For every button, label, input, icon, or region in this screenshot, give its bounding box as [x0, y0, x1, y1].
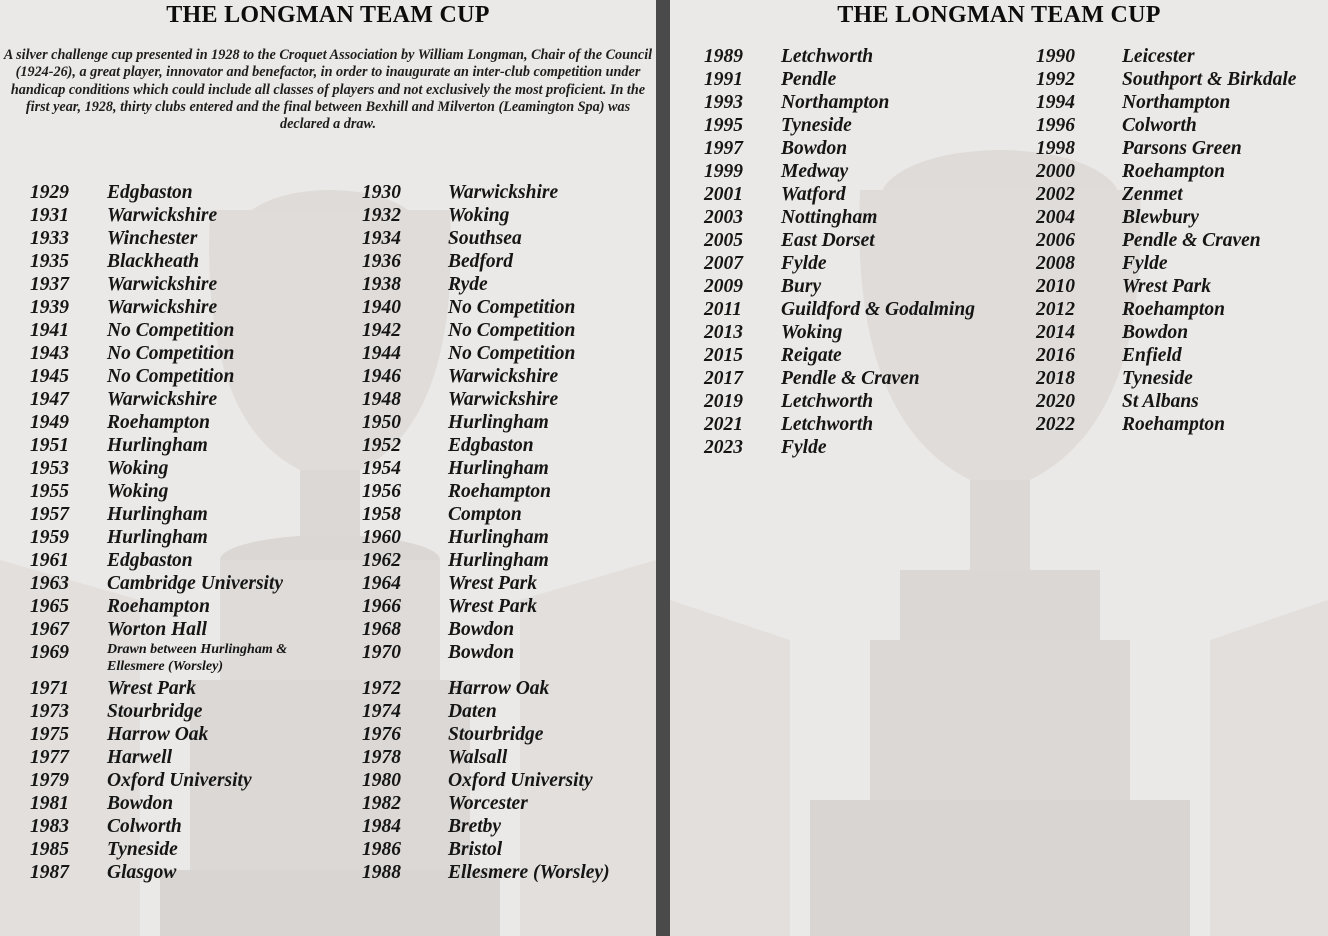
- entry-year: 1987: [30, 862, 69, 883]
- entry-year: 1938: [362, 274, 401, 295]
- entry-club: Hurlingham: [448, 412, 549, 433]
- entry-year: 2023: [704, 437, 743, 458]
- entry-club: Cambridge University: [107, 573, 284, 594]
- entry-year: 1980: [362, 770, 401, 791]
- left-page: [0, 0, 656, 936]
- intro-paragraph: A silver challenge cup presented in 1928 to the Croquet Association by William Longman, Chair of the Council (1924-26), a great player, innovator and benefactor, in order to inaugurate an inter-club competition under handicap conditions which could include all classes of players and not exclusively the most proficient. In the first year, 1928, thirty clubs entered and the final between Bexhill and Milverton (Leamington Spa) was declared a draw.: [3, 47, 653, 133]
- entry-year: 1997: [704, 138, 743, 159]
- winner-entry: [704, 436, 1024, 472]
- winners-list-right: [670, 0, 1328, 936]
- entry-year: 1985: [30, 839, 69, 860]
- entry-year: 2012: [1036, 299, 1075, 320]
- entry-year: 1942: [362, 320, 401, 341]
- page-title: THE LONGMAN TEAM CUP: [166, 2, 490, 28]
- entry-club: Pendle & Craven: [1122, 230, 1261, 251]
- entry-club: Southsea: [448, 228, 522, 249]
- entry-year: 1957: [30, 504, 69, 525]
- entry-club: Woking: [781, 322, 843, 343]
- entry-club: Pendle & Craven: [781, 368, 920, 389]
- entry-club: Walsall: [448, 747, 508, 768]
- entry-year: 1946: [362, 366, 401, 387]
- entry-club: Hurlingham: [448, 458, 549, 479]
- entry-year: 2003: [704, 207, 743, 228]
- entry-club: Ellesmere (Worsley): [448, 862, 610, 883]
- entry-year: 1988: [362, 862, 401, 883]
- entry-year: 1940: [362, 297, 401, 318]
- entry-club: Stourbridge: [448, 724, 544, 745]
- entry-year: 2015: [704, 345, 743, 366]
- entry-year: 1936: [362, 251, 401, 272]
- entry-year: 2022: [1036, 414, 1075, 435]
- entry-club: Hurlingham: [448, 550, 549, 571]
- entry-club: Warwickshire: [107, 297, 218, 318]
- entry-club: Warwickshire: [448, 182, 559, 203]
- entry-club: Colworth: [107, 816, 182, 837]
- entry-club: Harrow Oak: [448, 678, 550, 699]
- entry-club: Fylde: [781, 437, 827, 458]
- winner-entry: [30, 641, 350, 677]
- entry-year: 1977: [30, 747, 69, 768]
- entry-club: Daten: [448, 701, 497, 722]
- entry-year: 2002: [1036, 184, 1075, 205]
- entry-club: No Competition: [448, 343, 576, 364]
- entry-year: 1960: [362, 527, 401, 548]
- entry-year: 1929: [30, 182, 69, 203]
- entry-club: Wrest Park: [448, 596, 538, 617]
- entry-year: 1934: [362, 228, 401, 249]
- entry-year: 2006: [1036, 230, 1075, 251]
- entry-club: Bowdon: [448, 642, 515, 663]
- entry-club: Worton Hall: [107, 619, 207, 640]
- entry-club: Harrow Oak: [107, 724, 209, 745]
- entry-club: Southport & Birkdale: [1122, 69, 1297, 90]
- entry-club: No Competition: [107, 343, 235, 364]
- entry-year: 1982: [362, 793, 401, 814]
- entry-year: 1995: [704, 115, 743, 136]
- entry-year: 1930: [362, 182, 401, 203]
- entry-year: 1958: [362, 504, 401, 525]
- entry-year: 2001: [704, 184, 743, 205]
- entry-year: 2018: [1036, 368, 1075, 389]
- entry-club: Compton: [448, 504, 522, 525]
- entry-year: 1935: [30, 251, 69, 272]
- entry-club: Oxford University: [107, 770, 252, 791]
- entry-year: 2013: [704, 322, 743, 343]
- entry-club: Parsons Green: [1122, 138, 1242, 159]
- entry-year: 2020: [1036, 391, 1075, 412]
- entry-club: Harwell: [107, 747, 173, 768]
- entry-year: 1953: [30, 458, 69, 479]
- entry-year: 2011: [704, 299, 742, 320]
- entry-club: No Competition: [107, 366, 235, 387]
- entry-club: Blackheath: [107, 251, 200, 272]
- entry-club: Wrest Park: [1122, 276, 1212, 297]
- entry-club: Blewbury: [1122, 207, 1199, 228]
- winner-entry: [30, 861, 350, 897]
- entry-year: 1976: [362, 724, 401, 745]
- entry-year: 1990: [1036, 46, 1075, 67]
- entry-club: No Competition: [448, 297, 576, 318]
- entry-club: Warwickshire: [448, 366, 559, 387]
- winners-list-left: [0, 0, 656, 936]
- entry-club: Glasgow: [107, 862, 177, 883]
- entry-year: 1951: [30, 435, 69, 456]
- entry-year: 1979: [30, 770, 69, 791]
- entry-club: Bowdon: [448, 619, 515, 640]
- entry-year: 1975: [30, 724, 69, 745]
- entry-year: 1955: [30, 481, 69, 502]
- entry-year: 1998: [1036, 138, 1075, 159]
- entry-club: Bowdon: [781, 138, 848, 159]
- entry-year: 2019: [704, 391, 743, 412]
- entry-club: Northampton: [781, 92, 890, 113]
- entry-year: 1969: [30, 642, 69, 663]
- entry-club: Fylde: [781, 253, 827, 274]
- entry-club: Roehampton: [107, 412, 210, 433]
- entry-club: Drawn between Hurlingham & Ellesmere (Worsley): [107, 642, 288, 674]
- entry-year: 1933: [30, 228, 69, 249]
- entry-year: 2005: [704, 230, 743, 251]
- entry-year: 2010: [1036, 276, 1075, 297]
- entry-club: Northampton: [1122, 92, 1231, 113]
- entry-year: 1949: [30, 412, 69, 433]
- entry-year: 1972: [362, 678, 401, 699]
- entry-club: Wrest Park: [107, 678, 197, 699]
- entry-club: Hurlingham: [107, 527, 208, 548]
- entry-club: Roehampton: [1122, 414, 1225, 435]
- entry-club: Nottingham: [781, 207, 878, 228]
- entry-club: Ryde: [448, 274, 488, 295]
- entry-year: 1991: [704, 69, 743, 90]
- entry-club: Roehampton: [448, 481, 551, 502]
- entry-club: Warwickshire: [107, 274, 218, 295]
- entry-club: Watford: [781, 184, 846, 205]
- entry-club: Edgbaston: [107, 182, 193, 203]
- entry-club: Stourbridge: [107, 701, 203, 722]
- entry-club: Tyneside: [107, 839, 178, 860]
- entry-year: 1939: [30, 297, 69, 318]
- entry-year: 1996: [1036, 115, 1075, 136]
- entry-year: 1963: [30, 573, 69, 594]
- entry-club: Hurlingham: [448, 527, 549, 548]
- entry-year: 1984: [362, 816, 401, 837]
- entry-year: 1932: [362, 205, 401, 226]
- winner-entry: [362, 641, 656, 677]
- right-page: [670, 0, 1328, 936]
- entry-club: Pendle: [781, 69, 837, 90]
- entry-year: 1967: [30, 619, 69, 640]
- entry-year: 2000: [1036, 161, 1075, 182]
- entry-club: Fylde: [1122, 253, 1168, 274]
- entry-club: No Competition: [107, 320, 235, 341]
- entry-year: 2008: [1036, 253, 1075, 274]
- entry-year: 1968: [362, 619, 401, 640]
- entry-year: 1974: [362, 701, 401, 722]
- entry-club: Hurlingham: [107, 504, 208, 525]
- entry-year: 1965: [30, 596, 69, 617]
- entry-year: 1971: [30, 678, 69, 699]
- entry-club: Letchworth: [781, 46, 874, 67]
- entry-year: 1978: [362, 747, 401, 768]
- entry-year: 1993: [704, 92, 743, 113]
- entry-year: 1983: [30, 816, 69, 837]
- entry-year: 2009: [704, 276, 743, 297]
- entry-year: 1952: [362, 435, 401, 456]
- entry-year: 1948: [362, 389, 401, 410]
- entry-club: Warwickshire: [107, 205, 218, 226]
- entry-club: Letchworth: [781, 414, 874, 435]
- entry-club: Tyneside: [781, 115, 852, 136]
- entry-year: 1970: [362, 642, 401, 663]
- winner-entry: [1036, 413, 1328, 449]
- entry-club: Edgbaston: [107, 550, 193, 571]
- entry-club: Woking: [107, 481, 169, 502]
- entry-club: Warwickshire: [107, 389, 218, 410]
- entry-year: 1999: [704, 161, 743, 182]
- entry-year: 1962: [362, 550, 401, 571]
- entry-year: 1956: [362, 481, 401, 502]
- entry-club: Bowdon: [1122, 322, 1189, 343]
- entry-club: Oxford University: [448, 770, 593, 791]
- entry-year: 1973: [30, 701, 69, 722]
- page-title: THE LONGMAN TEAM CUP: [837, 2, 1161, 28]
- entry-club: Bedford: [448, 251, 513, 272]
- entry-club: Bury: [781, 276, 822, 297]
- entry-year: 1954: [362, 458, 401, 479]
- entry-club: Wrest Park: [448, 573, 538, 594]
- entry-club: Enfield: [1122, 345, 1182, 366]
- entry-club: Bowdon: [107, 793, 174, 814]
- entry-year: 2016: [1036, 345, 1075, 366]
- entry-year: 2021: [704, 414, 743, 435]
- entry-club: Guildford & Godalming: [781, 299, 975, 320]
- entry-club: Leicester: [1122, 46, 1195, 67]
- entry-club: Reigate: [781, 345, 842, 366]
- entry-year: 1992: [1036, 69, 1075, 90]
- winner-entry: [362, 861, 656, 897]
- entry-club: East Dorset: [781, 230, 875, 251]
- entry-year: 2004: [1036, 207, 1075, 228]
- entry-club: Woking: [107, 458, 169, 479]
- entry-club: Woking: [448, 205, 510, 226]
- entry-year: 1986: [362, 839, 401, 860]
- entry-club: Worcester: [448, 793, 528, 814]
- entry-year: 1964: [362, 573, 401, 594]
- entry-club: Zenmet: [1122, 184, 1183, 205]
- entry-club: Colworth: [1122, 115, 1197, 136]
- entry-club: Bretby: [448, 816, 502, 837]
- entry-year: 1944: [362, 343, 401, 364]
- entry-club: Edgbaston: [448, 435, 534, 456]
- entry-club: Roehampton: [1122, 299, 1225, 320]
- entry-year: 1931: [30, 205, 69, 226]
- entry-year: 1945: [30, 366, 69, 387]
- entry-year: 1994: [1036, 92, 1075, 113]
- entry-club: Medway: [781, 161, 849, 182]
- entry-year: 2007: [704, 253, 743, 274]
- entry-club: Letchworth: [781, 391, 874, 412]
- entry-year: 1950: [362, 412, 401, 433]
- entry-year: 1961: [30, 550, 69, 571]
- entry-year: 1989: [704, 46, 743, 67]
- entry-year: 2014: [1036, 322, 1075, 343]
- entry-club: Hurlingham: [107, 435, 208, 456]
- entry-year: 1943: [30, 343, 69, 364]
- entry-club: Roehampton: [107, 596, 210, 617]
- entry-club: Warwickshire: [448, 389, 559, 410]
- entry-club: Winchester: [107, 228, 198, 249]
- entry-club: No Competition: [448, 320, 576, 341]
- entry-club: Bristol: [448, 839, 503, 860]
- entry-year: 1966: [362, 596, 401, 617]
- entry-club: Tyneside: [1122, 368, 1193, 389]
- entry-club: St Albans: [1122, 391, 1199, 412]
- entry-year: 2017: [704, 368, 743, 389]
- entry-year: 1947: [30, 389, 69, 410]
- entry-club: Roehampton: [1122, 161, 1225, 182]
- entry-year: 1941: [30, 320, 69, 341]
- entry-year: 1981: [30, 793, 69, 814]
- entry-year: 1937: [30, 274, 69, 295]
- entry-year: 1959: [30, 527, 69, 548]
